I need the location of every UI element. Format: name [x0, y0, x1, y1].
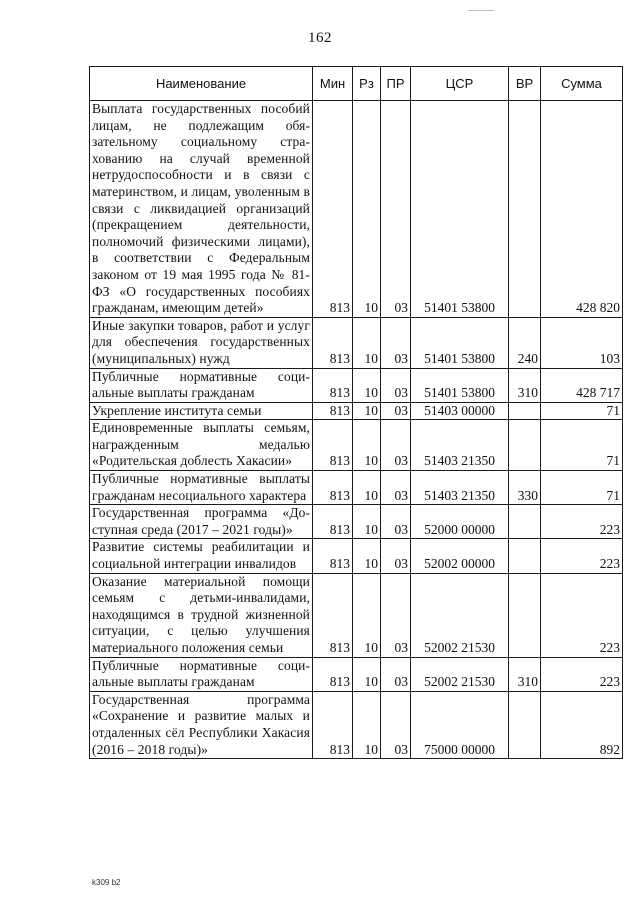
row-sum: 103 — [541, 317, 623, 368]
row-rz: 10 — [353, 317, 381, 368]
row-vr: 330 — [509, 471, 541, 505]
table-row — [90, 691, 623, 758]
row-min: 813 — [313, 471, 353, 505]
row-pr: 03 — [381, 539, 411, 573]
row-name: Выплата государственных пособий лицам, не подлежащим обязательному социальному страхованию на случай временной нетрудоспособности и в связи с материнством, и лицам, уволенным в связи с ликвидацией организаций (прекращением деятельности, полномочий физическими лицами), в соответствии с Федеральным законом от 19 мая 1995 года № 81-ФЗ «О государственных пособиях гражданам, имеющим детей» — [90, 101, 313, 318]
row-vr — [509, 420, 541, 471]
row-vr — [509, 101, 541, 318]
row-sum: 71 — [541, 402, 623, 420]
row-sum: 71 — [541, 471, 623, 505]
row-vr — [509, 539, 541, 573]
row-name: Развитие системы реабилитации и социальной интеграции инвалидов — [90, 539, 313, 573]
row-pr: 03 — [381, 368, 411, 402]
row-pr: 03 — [381, 317, 411, 368]
page-number: 162 — [308, 30, 332, 46]
row-sum: 223 — [541, 505, 623, 539]
row-rz: 10 — [353, 691, 381, 758]
row-vr: 310 — [509, 368, 541, 402]
row-rz: 10 — [353, 101, 381, 318]
row-csr: 52002 00000 — [411, 539, 509, 573]
table-row — [90, 101, 623, 318]
row-vr — [509, 573, 541, 657]
row-pr: 03 — [381, 505, 411, 539]
table-row — [90, 368, 623, 402]
row-csr: 51403 21350 — [411, 471, 509, 505]
row-vr — [509, 402, 541, 420]
row-rz: 10 — [353, 539, 381, 573]
row-name: Укрепление института семьи — [90, 402, 313, 420]
row-min: 813 — [313, 505, 353, 539]
row-name: Оказание материальной помощи семьям с детьми-инвалидами, находящимся в трудной жизненной ситуации, с целью улучшения материального положения семьи — [90, 573, 313, 657]
row-csr: 51401 53800 — [411, 368, 509, 402]
row-name: Публичные нормативные социальные выплаты гражданам — [90, 368, 313, 402]
table-header-row — [90, 67, 623, 101]
row-min: 813 — [313, 420, 353, 471]
table-row — [90, 573, 623, 657]
table-row — [90, 402, 623, 420]
row-name: Государственная программа «Доступная среда (2017 – 2021 годы)» — [90, 505, 313, 539]
row-min: 813 — [313, 573, 353, 657]
header-name: Наименование — [90, 67, 313, 101]
row-csr: 51401 53800 — [411, 317, 509, 368]
header-csr: ЦСР — [411, 67, 509, 101]
row-csr: 51401 53800 — [411, 101, 509, 318]
row-sum: 223 — [541, 539, 623, 573]
row-csr: 52000 00000 — [411, 505, 509, 539]
row-pr: 03 — [381, 471, 411, 505]
row-sum: 428 717 — [541, 368, 623, 402]
row-rz: 10 — [353, 471, 381, 505]
row-sum: 892 — [541, 691, 623, 758]
row-rz: 10 — [353, 420, 381, 471]
header-rz: Рз — [353, 67, 381, 101]
row-name: Публичные нормативные выплаты гражданам несоциального характера — [90, 471, 313, 505]
table-row — [90, 505, 623, 539]
row-sum: 71 — [541, 420, 623, 471]
row-sum: 223 — [541, 573, 623, 657]
row-csr: 51403 21350 — [411, 420, 509, 471]
table-row — [90, 539, 623, 573]
row-pr: 03 — [381, 101, 411, 318]
row-vr — [509, 691, 541, 758]
row-pr: 03 — [381, 691, 411, 758]
row-vr — [509, 505, 541, 539]
row-min: 813 — [313, 691, 353, 758]
table-row — [90, 317, 623, 368]
row-rz: 10 — [353, 505, 381, 539]
row-sum: 428 820 — [541, 101, 623, 318]
table-row — [90, 420, 623, 471]
row-min: 813 — [313, 368, 353, 402]
table-row — [90, 657, 623, 691]
row-csr: 52002 21530 — [411, 573, 509, 657]
document-code: k309 b2 — [92, 878, 121, 887]
header-min: Мин — [313, 67, 353, 101]
row-sum: 223 — [541, 657, 623, 691]
row-vr: 240 — [509, 317, 541, 368]
header-sum: Сумма — [541, 67, 623, 101]
row-pr: 03 — [381, 657, 411, 691]
row-min: 813 — [313, 317, 353, 368]
row-name: Единовременные выплаты семьям, награжденным медалью «Родительская доблесть Хакасии» — [90, 420, 313, 471]
row-rz: 10 — [353, 402, 381, 420]
table-body — [90, 101, 623, 759]
row-pr: 03 — [381, 402, 411, 420]
row-csr: 75000 00000 — [411, 691, 509, 758]
budget-table — [89, 66, 623, 759]
row-name: Государственная программа «Сохранение и развитие малых и отдаленных сёл Республики Хакасия (2016 – 2018 годы)» — [90, 691, 313, 758]
row-min: 813 — [313, 402, 353, 420]
row-rz: 10 — [353, 368, 381, 402]
row-name: Иные закупки товаров, работ и услуг для обеспечения государственных (муниципальных) нужд — [90, 317, 313, 368]
row-min: 813 — [313, 539, 353, 573]
scan-mark — [468, 10, 494, 11]
row-pr: 03 — [381, 420, 411, 471]
header-pr: ПР — [381, 67, 411, 101]
table-row — [90, 471, 623, 505]
row-csr: 52002 21530 — [411, 657, 509, 691]
header-vr: ВР — [509, 67, 541, 101]
row-csr: 51403 00000 — [411, 402, 509, 420]
row-pr: 03 — [381, 573, 411, 657]
row-min: 813 — [313, 657, 353, 691]
row-name: Публичные нормативные социальные выплаты гражданам — [90, 657, 313, 691]
row-rz: 10 — [353, 573, 381, 657]
row-vr: 310 — [509, 657, 541, 691]
row-rz: 10 — [353, 657, 381, 691]
row-min: 813 — [313, 101, 353, 318]
